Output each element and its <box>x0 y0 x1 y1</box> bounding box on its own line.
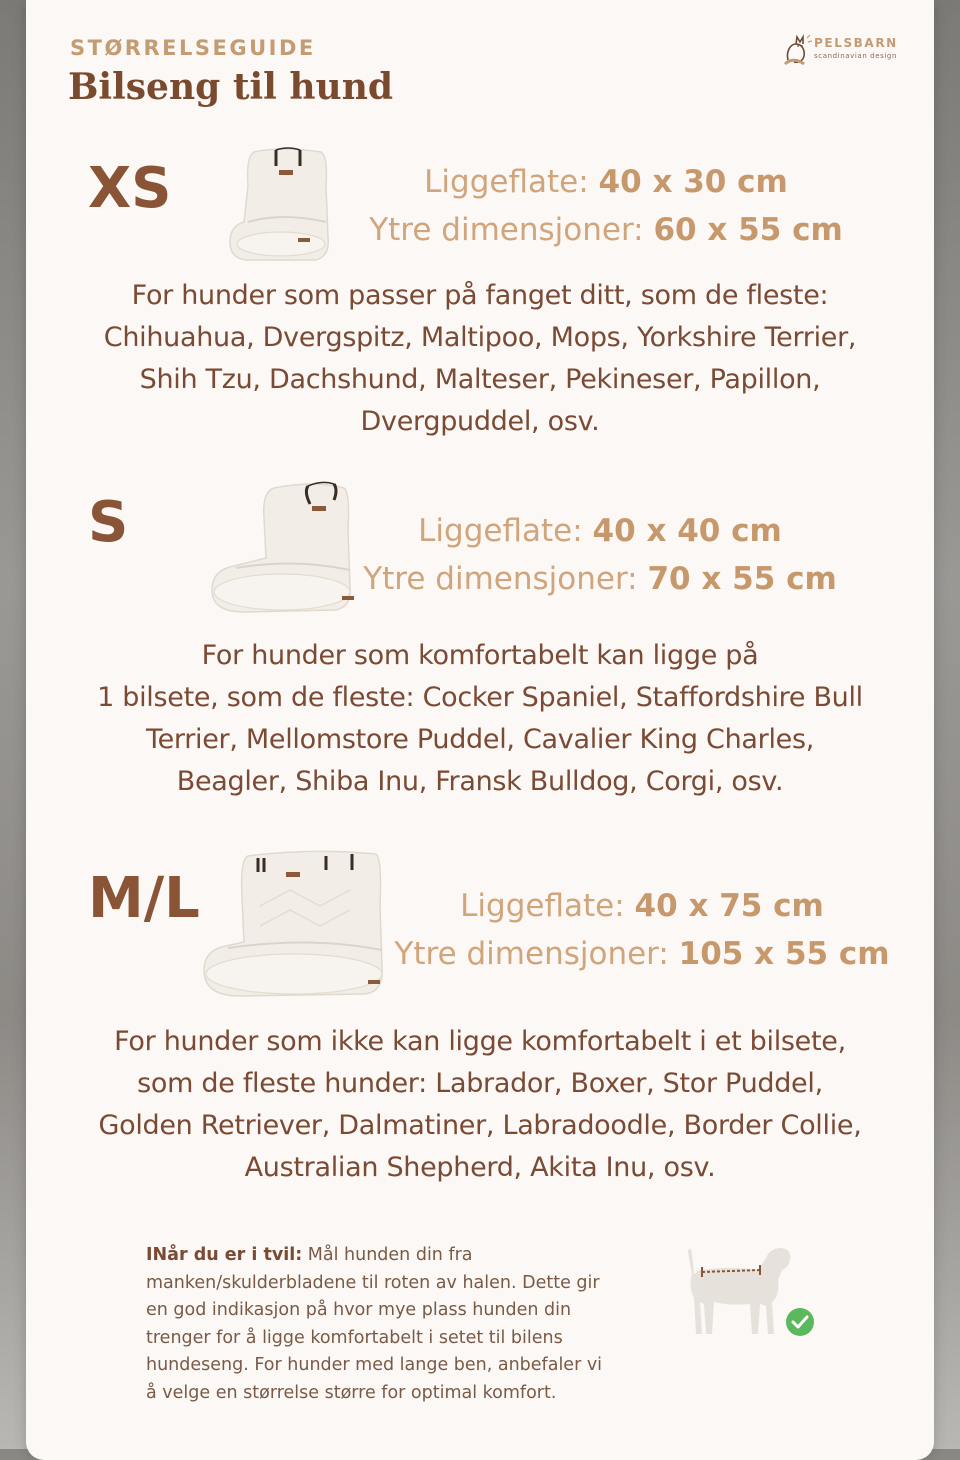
surface-line-s <box>320 507 880 555</box>
dog-bed-ml-image <box>200 846 386 1002</box>
description-line: Chihuahua, Dvergspitz, Maltipoo, Mops, Yorkshire Terrier, <box>103 322 857 353</box>
tip-line: trenger for å ligge komfortabelt i setet til bilens <box>146 1327 563 1348</box>
description-line: Australian Shepherd, Akita Inu, osv. <box>244 1152 716 1183</box>
pelsbarn-logo <box>782 30 912 66</box>
tip-line: en god indikasjon på hvor mye plass hunden din <box>146 1300 572 1320</box>
description-ml <box>46 1021 914 1189</box>
dims-s <box>320 507 880 603</box>
dims-xs <box>326 158 886 254</box>
description-line: For hunder som ikke kan ligge komfortabelt i et bilsete, <box>114 1026 846 1057</box>
measurement-tip <box>146 1242 666 1407</box>
description-line: For hunder som komfortabelt kan ligge på <box>201 640 759 671</box>
outer-label-s: Ytre dimensjoner: <box>363 561 638 597</box>
surface-label-s: Liggeflate: <box>418 513 583 549</box>
surface-value-ml: 40 x 75 cm <box>634 888 824 924</box>
description-line: Golden Retriever, Dalmatiner, Labradoodle, Border Collie, <box>98 1110 862 1141</box>
outer-label-xs: Ytre dimensjoner: <box>369 212 644 248</box>
page-title: Bilseng til hund <box>68 66 394 108</box>
check-icon <box>786 1308 814 1336</box>
tip-line <box>146 1242 666 1270</box>
dog-bed-xs-image <box>226 146 336 266</box>
size-label-s: S <box>88 490 129 555</box>
surface-line-ml <box>362 882 922 930</box>
size-label-ml: M/L <box>88 866 200 931</box>
size-guide-card <box>26 0 934 1460</box>
outer-line-xs <box>326 206 886 254</box>
description-line: Beagler, Shiba Inu, Fransk Bulldog, Corgi, osv. <box>176 766 784 797</box>
dims-ml <box>362 882 922 978</box>
size-label-xs: XS <box>88 156 172 221</box>
dog-silhouette-icon <box>680 1240 830 1360</box>
outer-line-s <box>320 555 880 603</box>
surface-value-s: 40 x 40 cm <box>592 513 782 549</box>
outer-label-ml: Ytre dimensjoner: <box>394 936 669 972</box>
outer-value-xs: 60 x 55 cm <box>653 212 843 248</box>
surface-line-xs <box>326 158 886 206</box>
tip-line: å velge en størrelse større for optimal komfort. <box>146 1382 557 1403</box>
tip-lead: INår du er i tvil: <box>146 1245 303 1265</box>
surface-label-ml: Liggeflate: <box>460 888 625 924</box>
tip-text: Mål hunden din fra <box>302 1245 473 1265</box>
description-line: Terrier, Mellomstore Puddel, Cavalier King Charles, <box>145 724 815 755</box>
outer-value-ml: 105 x 55 cm <box>678 936 890 972</box>
pelsbarn-logo-icon <box>782 30 812 66</box>
outer-value-s: 70 x 55 cm <box>647 561 837 597</box>
description-line: som de fleste hunder: Labrador, Boxer, Stor Puddel, <box>137 1068 823 1099</box>
logo-brand: PELSBARN <box>814 36 898 50</box>
eyebrow-label: STØRRELSEGUIDE <box>70 36 316 60</box>
description-xs <box>46 275 914 443</box>
description-s <box>46 635 914 803</box>
tip-line: manken/skulderbladene til roten av halen. Dette gir <box>146 1272 600 1293</box>
outer-line-ml <box>362 930 922 978</box>
description-line: Shih Tzu, Dachshund, Malteser, Pekineser, Papillon, <box>139 364 821 395</box>
tip-line: hundeseng. For hunder med lange ben, anbefaler vi <box>146 1355 603 1375</box>
surface-label-xs: Liggeflate: <box>424 164 589 200</box>
logo-tagline: scandinavian design <box>814 52 897 60</box>
description-line: For hunder som passer på fanget ditt, som de fleste: <box>131 280 829 311</box>
surface-value-xs: 40 x 30 cm <box>598 164 788 200</box>
description-line: 1 bilsete, som de fleste: Cocker Spaniel, Staffordshire Bull <box>97 682 863 713</box>
description-line: Dvergpuddel, osv. <box>360 406 600 437</box>
